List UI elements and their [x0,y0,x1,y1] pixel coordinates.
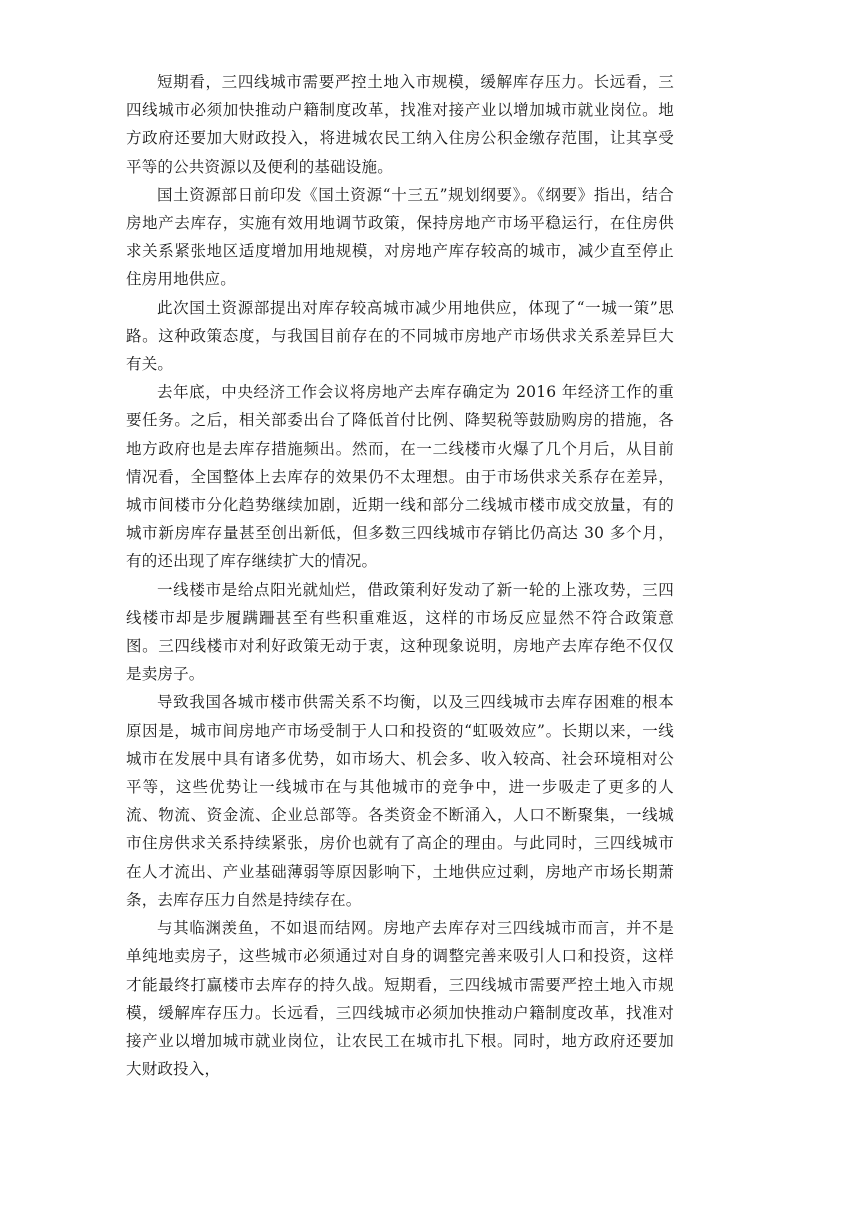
article-body [126,68,674,1083]
paragraph-5: 一线楼市是给点阳光就灿烂，借政策利好发动了新一轮的上涨攻势，三四线楼市却是步履蹒跚甚至有些积重难返，这样的市场反应显然不符合政策意图。三四线楼市对利好政策无动于衷，这种现象说明，房地产去库存绝不仅仅是卖房子。 [126,580,674,684]
paragraph-7: 与其临渊羡鱼，不如退而结网。房地产去库存对三四线城市而言，并不是单纯地卖房子，这些城市必须通过对自身的调整完善来吸引人口和投资，这样才能最终打赢楼市去库存的持久战。短期看，三四线城市需要严控土地入市规模，缓解库存压力。长远看，三四线城市必须加快推动户籍制度改革，找准对接产业以增加城市就业岗位，让农民工在城市扎下根。同时，地方政府还要加大财政投入， [126,919,674,1079]
paragraph-2: 国土资源部日前印发《国土资源“十三五”规划纲要》。《纲要》指出，结合房地产去库存，实施有效用地调节政策，保持房地产市场平稳运行，在住房供求关系紧张地区适度增加用地规模，对房地产库存较高的城市，减少直至停止住房用地供应。 [126,185,674,289]
paragraph-6: 导致我国各城市楼市供需关系不均衡，以及三四线城市去库存困难的根本原因是，城市间房地产市场受制于人口和投资的“虹吸效应”。长期以来，一线城市在发展中具有诸多优势，如市场大、机会多、收入较高、社会环境相对公平等，这些优势让一线城市在与其他城市的竞争中，进一步吸走了更多的人流、物流、资金流、企业总部等。各类资金不断涌入，人口不断聚集，一线城市住房供求关系持续紧张，房价也就有了高企的理由。与此同时，三四线城市在人才流出、产业基础薄弱等原因影响下，土地供应过剩，房地产市场长期萧条，去库存压力自然是持续存在。 [126,693,674,909]
paragraph-3: 此次国土资源部提出对库存较高城市减少用地供应，体现了“一城一策”思路。这种政策态度，与我国目前存在的不同城市房地产市场供求关系差异巨大有关。 [126,298,674,374]
paragraph-4: 去年底，中央经济工作会议将房地产去库存确定为 2016 年经济工作的重要任务。之后，相关部委出台了降低首付比例、降契税等鼓励购房的措施，各地方政府也是去库存措施频出。然而，在一二线楼市火爆了几个月后，从目前情况看，全国整体上去库存的效果仍不太理想。由于市场供求关系存在差异，城市间楼市分化趋势继续加剧，近期一线和部分二线城市楼市成交放量，有的城市新房库存量甚至创出新低，但多数三四线城市存销比仍高达 30 多个月，有的还出现了库存继续扩大的情况。 [126,383,674,571]
paragraph-1: 短期看，三四线城市需要严控土地入市规模，缓解库存压力。长远看，三四线城市必须加快推动户籍制度改革，找准对接产业以增加城市就业岗位。地方政府还要加大财政投入，将进城农民工纳入住房公积金缴存范围，让其享受平等的公共资源以及便利的基础设施。 [126,73,674,176]
